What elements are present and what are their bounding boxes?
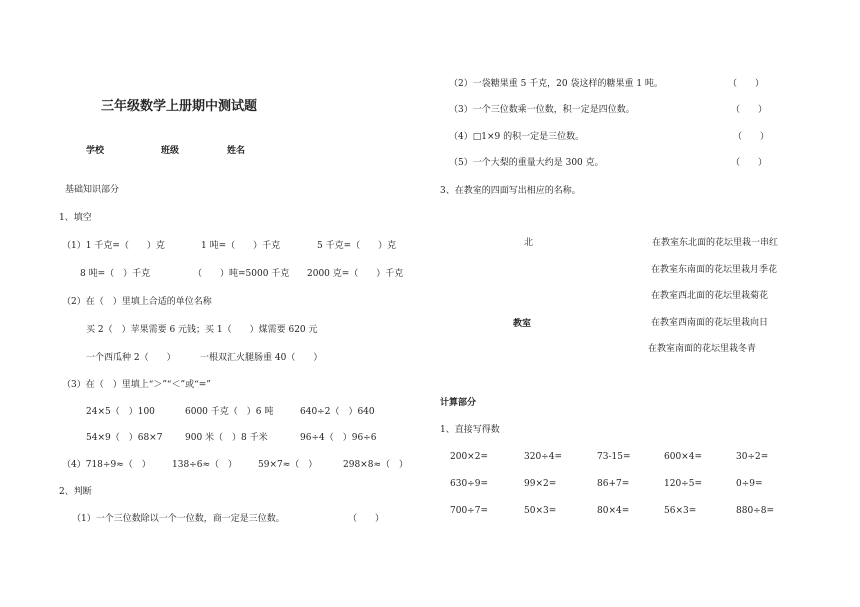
q3-heading: 3、在教室的四面写出相应的名称。 xyxy=(440,186,581,196)
q3-clue-1: 在教室东北面的花坛里栽一串红 xyxy=(652,238,779,248)
calc-item: 99×2= xyxy=(524,479,557,489)
q1-p1-item-d: 8 吨=（ ）千克 xyxy=(80,269,151,279)
calc-item: 600×4= xyxy=(664,452,702,462)
q1-p4-item-b: 138÷6≈（ ） xyxy=(172,460,237,470)
q1-p3-item-d: 54×9（ ）68×7 xyxy=(86,433,163,443)
q3-clue-3: 在教室西北面的花坛里栽菊花 xyxy=(651,291,769,301)
q1-p1-item-e: （ ）吨=5000 千克 xyxy=(193,269,290,279)
calc-heading: 1、直接写得数 xyxy=(440,425,500,435)
basic-section-heading: 基础知识部分 xyxy=(65,185,120,195)
q2-item-5-text: （5）一个大梨的重量大约是 300 克。 xyxy=(449,158,604,168)
q1-heading: 1、填空 xyxy=(59,213,92,223)
classroom-label: 教室 xyxy=(513,319,532,329)
q2-item-1-paren: （ ） xyxy=(348,514,385,524)
calc-item: 120÷5= xyxy=(664,479,702,489)
q1-p3-item-a: 24×5（ ）100 xyxy=(86,407,155,417)
page-title: 三年级数学上册期中测试题 xyxy=(101,99,258,114)
q2-item-3-text: （3）一个三位数乘一位数，积一定是四位数。 xyxy=(449,105,635,115)
q2-item-1-text: （1）一个三位数除以一个一位数，商一定是三位数。 xyxy=(72,514,285,524)
q2-item-4-text: （4）□1×9 的积一定是三位数。 xyxy=(449,132,585,142)
q1-p4-item-a: （4）718÷9≈（ ） xyxy=(62,460,151,470)
q1-p1-item-c: 5 千克=（ ）克 xyxy=(317,241,397,251)
q1-p1-item-a: （1）1 千克=（ ）克 xyxy=(62,241,165,251)
direction-north-label: 北 xyxy=(524,238,534,248)
calc-item: 50×3= xyxy=(524,506,557,516)
calc-item: 700÷7= xyxy=(450,506,488,516)
calc-item: 200×2= xyxy=(450,452,488,462)
q2-heading: 2、判断 xyxy=(59,487,92,497)
q1-p3-item-e: 900 米（ ）8 千米 xyxy=(185,433,268,443)
q3-clue-2: 在教室东南面的花坛里栽月季花 xyxy=(651,265,778,275)
q2-item-5-paren: （ ） xyxy=(731,158,768,168)
calc-item: 86+7= xyxy=(597,479,630,489)
q2-item-2-text: （2）一袋糖果重 5 千克，20 袋这样的糖果重 1 吨。 xyxy=(449,79,663,89)
q2-item-2-paren: （ ） xyxy=(728,79,765,89)
class-field-label: 班级 xyxy=(161,146,180,156)
q1-p2-line1: 买 2（ ）苹果需要 6 元钱；买 1（ ）煤需要 620 元 xyxy=(86,325,318,335)
q1-p2-item-b: 一根双汇火腿肠重 40（ ） xyxy=(200,353,323,363)
q3-clue-4: 在教室西南面的花坛里栽向日 xyxy=(651,318,769,328)
calc-item: 630÷9= xyxy=(450,479,488,489)
calc-item: 73-15= xyxy=(597,452,631,462)
calc-item: 80×4= xyxy=(597,506,630,516)
q1-p2-heading: （2）在（ ）里填上合适的单位名称 xyxy=(62,297,212,307)
school-field-label: 学校 xyxy=(86,146,105,156)
calc-item: 320÷4= xyxy=(524,452,562,462)
name-field-label: 姓名 xyxy=(227,146,246,156)
q1-p3-item-f: 96÷4（ ）96÷6 xyxy=(300,433,377,443)
calc-item: 30÷2= xyxy=(736,452,769,462)
q1-p4-item-c: 59×7≈（ ） xyxy=(258,460,318,470)
q3-clue-5: 在教室南面的花坛里栽冬青 xyxy=(648,344,757,354)
calc-item: 880÷8= xyxy=(736,506,774,516)
q1-p3-item-b: 6000 千克（ ）6 吨 xyxy=(185,407,274,417)
q2-item-4-paren: （ ） xyxy=(733,132,770,142)
calc-item: 0÷9= xyxy=(736,479,763,489)
q1-p4-item-d: 298×8≈（ ） xyxy=(343,460,408,470)
q1-p3-item-c: 640÷2（ ）640 xyxy=(300,407,375,417)
calc-section-heading: 计算部分 xyxy=(440,398,477,408)
q1-p1-item-f: 2000 克=（ ）千克 xyxy=(307,269,404,279)
q2-item-3-paren: （ ） xyxy=(731,105,768,115)
calc-item: 56×3= xyxy=(664,506,697,516)
q1-p2-item-a: 一个西瓜种 2（ ） xyxy=(86,353,176,363)
q1-p1-item-b: 1 吨=（ ）千克 xyxy=(201,241,281,251)
q1-p3-heading: （3）在（ ）里填上“＞”“＜”或“=” xyxy=(62,380,211,390)
